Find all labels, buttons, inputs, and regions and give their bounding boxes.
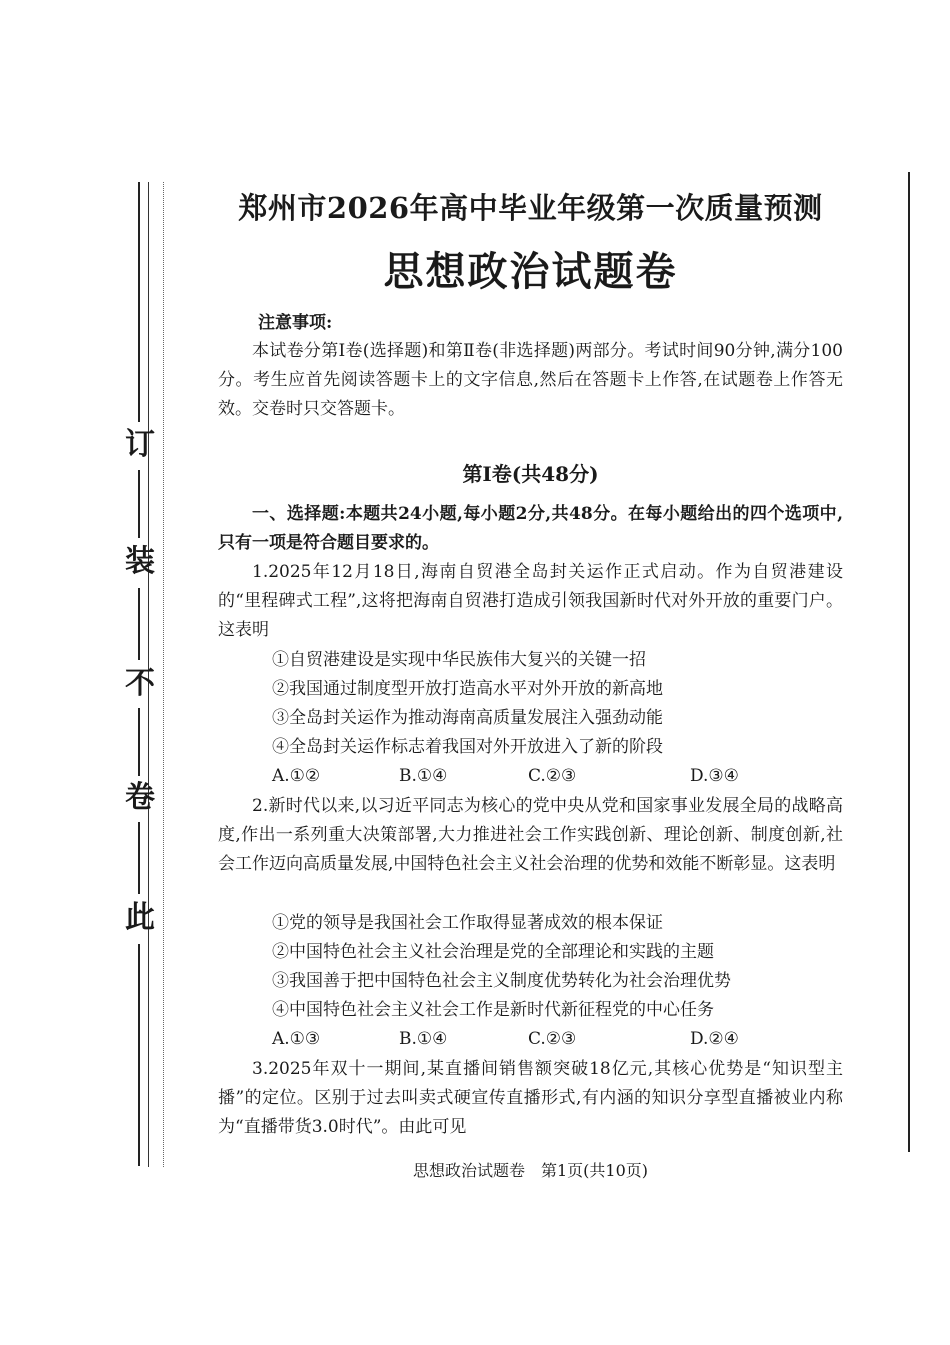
answer-choice-b: B.①④: [399, 1029, 448, 1049]
notice-heading: 注意事项:: [258, 313, 333, 333]
binding-char: 卷: [125, 780, 155, 815]
answer-choice-c: C.②③: [528, 766, 577, 786]
notice-body: 本试卷分第Ⅰ卷(选择题)和第Ⅱ卷(非选择题)两部分。考试时间90分钟,满分100分。考生应首先阅读答题卡上的文字信息,然后在答题卡上作答,在试题卷上作答无效。交卷时只交答题卡。: [218, 341, 843, 419]
binding-char: 装: [125, 544, 155, 579]
answer-choice-d: D.②④: [690, 1029, 739, 1049]
binding-char: 订: [125, 427, 155, 462]
answer-choice-d: D.③④: [690, 766, 739, 786]
answer-choice-a: A.①②: [272, 766, 321, 786]
binding-segment: [138, 708, 140, 776]
question-option: ①党的领导是我国社会工作取得显著成效的根本保证: [272, 913, 663, 933]
question-option: ④全岛封关运作标志着我国对外开放进入了新的阶段: [272, 737, 663, 757]
section-title: 第Ⅰ卷(共48分): [462, 462, 599, 486]
exam-title: 郑州市2026年高中毕业年级第一次质量预测: [238, 191, 823, 225]
question-option: ④中国特色社会主义社会工作是新时代新征程党的中心任务: [272, 1000, 714, 1020]
binding-segment: [138, 182, 140, 422]
binding-segment: [138, 470, 140, 538]
question-option: ③全岛封关运作为推动海南高质量发展注入强劲动能: [272, 708, 663, 728]
question-option: ②中国特色社会主义社会治理是党的全部理论和实践的主题: [272, 942, 714, 962]
exam-subtitle: 思想政治试题卷: [383, 248, 678, 295]
question-stem: 2.新时代以来,以习近平同志为核心的党中央从党和国家事业发展全局的战略高度,作出一系列重大决策部署,大力推进社会工作实践创新、理论创新、制度创新,社会工作迈向高质量发展,中国特色社会主义社会治理的优势和效能不断彰显。这表明: [218, 796, 843, 874]
binding-char: 不: [125, 666, 155, 701]
question-option: ②我国通过制度型开放打造高水平对外开放的新高地: [272, 679, 663, 699]
right-border-line: [908, 172, 910, 1152]
question-option: ③我国善于把中国特色社会主义制度优势转化为社会治理优势: [272, 971, 731, 991]
question-option: ①自贸港建设是实现中华民族伟大复兴的关键一招: [272, 650, 646, 670]
question-stem: 3.2025年双十一期间,某直播间销售额突破18亿元,其核心优势是“知识型主播”的定位。区别于过去叫卖式硬宣传直播形式,有内涵的知识分享型直播被业内称为“直播带货3.0时代”。由此可见: [218, 1059, 843, 1137]
page-footer: 思想政治试题卷 第1页(共10页): [412, 1161, 649, 1180]
answer-choices: [272, 1025, 832, 1054]
binding-char: 此: [125, 900, 155, 935]
binding-dotted-line: [163, 182, 165, 1167]
binding-segment: [138, 944, 140, 1166]
binding-segment: [138, 822, 140, 894]
answer-choice-c: C.②③: [528, 1029, 577, 1049]
question-stem: 1.2025年12月18日,海南自贸港全岛封关运作正式启动。作为自贸港建设的“里程碑式工程”,这将把海南自贸港打造成引领我国新时代对外开放的重要门户。这表明: [218, 562, 843, 640]
section-instruction: 一、选择题:本题共24小题,每小题2分,共48分。在每小题给出的四个选项中,只有一项是符合题目要求的。: [218, 504, 843, 553]
answer-choice-a: A.①③: [272, 1029, 321, 1049]
answer-choice-b: B.①④: [399, 766, 448, 786]
answer-choices: [272, 762, 832, 791]
binding-segment: [138, 588, 140, 660]
